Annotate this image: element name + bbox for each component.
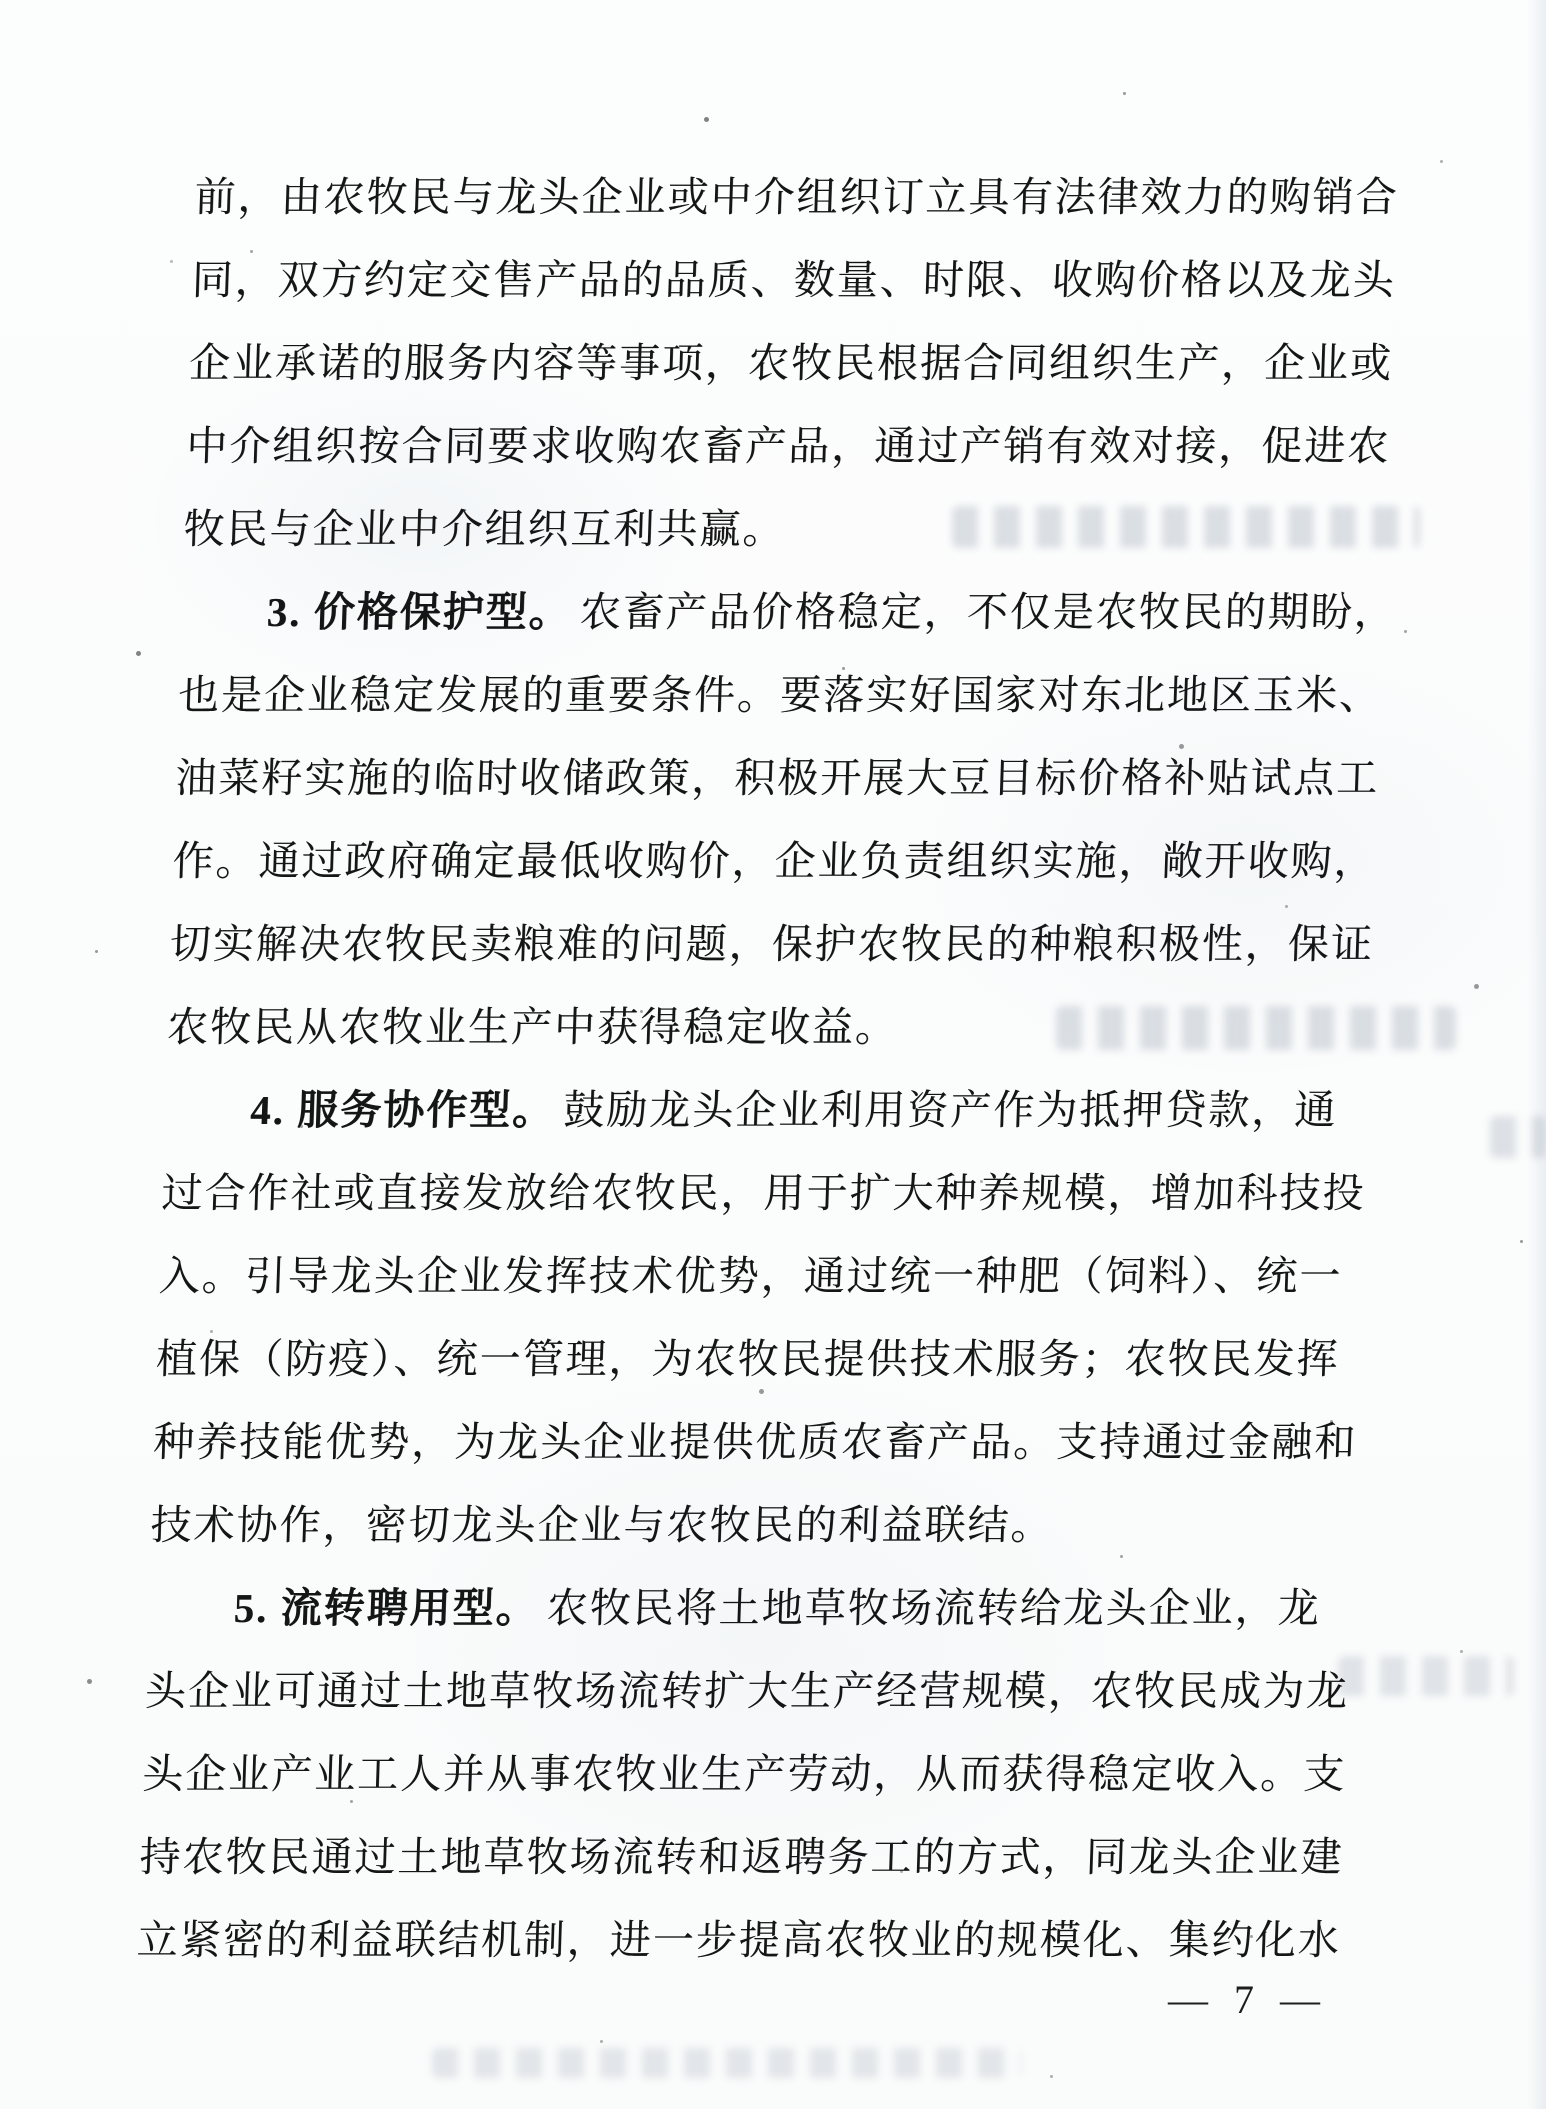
line-text: 油菜籽实施的临时收储政策，积极开展大豆目标价格补贴试点工 xyxy=(174,755,1381,801)
line-text: 作。通过政府确定最低收购价，企业负责组织实施，敞开收购， xyxy=(171,838,1378,884)
line-text: 中介组织按合同要求收购农畜产品，通过产销有效对接，促进农 xyxy=(185,423,1392,469)
paragraph-heading: 4. 服务协作型。 xyxy=(249,1087,557,1133)
text-line xyxy=(138,1816,1357,1899)
line-text: 切实解决农牧民卖粮难的问题，保护农牧民的种粮积极性，保证 xyxy=(169,921,1375,967)
text-line xyxy=(193,156,1412,239)
text-line xyxy=(177,654,1396,737)
line-text: 前，由农牧民与龙头企业或中介组织订立具有法律效力的购销合 xyxy=(193,174,1400,220)
text-line xyxy=(190,239,1409,322)
scanner-noise-dots xyxy=(0,0,3,3)
bleed-through-smudge xyxy=(432,2048,1022,2078)
text-line xyxy=(141,1733,1360,1816)
text-line xyxy=(144,1650,1363,1733)
bleed-through-smudge xyxy=(1338,1656,1514,1696)
line-text: 入。引导龙头企业发挥技术优势，通过统一种肥（饲料）、统一 xyxy=(158,1253,1344,1299)
text-line xyxy=(163,1069,1382,1152)
line-text: 过合作社或直接发放给农牧民，用于扩大种养规模，增加科技投 xyxy=(160,1170,1367,1216)
line-text: 技术协作，密切龙头企业与农牧民的利益联结。 xyxy=(149,1502,1055,1548)
line-text: 企业承诺的服务内容等事项，农牧民根据合同组织生产，企业或 xyxy=(188,340,1394,386)
paragraph-heading: 5. 流转聘用型。 xyxy=(233,1585,540,1631)
text-line xyxy=(185,405,1404,488)
text-line xyxy=(171,820,1390,903)
page-number: — 7 — xyxy=(1168,1977,1328,2022)
line-text: 农畜产品价格稳定，不仅是农牧民的期盼， xyxy=(579,589,1398,635)
bleed-through-smudge xyxy=(1490,1116,1546,1158)
text-line xyxy=(179,571,1398,654)
text-line xyxy=(160,1152,1379,1235)
line-text: 也是企业稳定发展的重要条件。要落实好国家对东北地区玉米、 xyxy=(177,672,1383,718)
line-text: 立紧密的利益联结机制，进一步提高农牧业的规模化、集约化水 xyxy=(136,1917,1342,1963)
text-line xyxy=(168,903,1387,986)
line-text: 持农牧民通过土地草牧场流转和返聘务工的方式，同龙头企业建 xyxy=(138,1834,1345,1880)
text-line xyxy=(155,1318,1374,1401)
line-text: 鼓励龙头企业利用资产作为抵押贷款，通 xyxy=(562,1087,1339,1133)
line-text: 牧民与企业中介组织互利共赢。 xyxy=(182,506,787,552)
line-text: 头企业产业工人并从事农牧业生产劳动，从而获得稳定收入。支 xyxy=(141,1751,1348,1797)
line-text: 农牧民将土地草牧场流转给龙头企业，龙 xyxy=(546,1585,1322,1631)
line-text: 植保（防疫）、统一管理，为农牧民提供技术服务；农牧民发挥 xyxy=(155,1336,1341,1382)
text-line xyxy=(152,1401,1371,1484)
text-line xyxy=(166,986,1385,1069)
line-text: 头企业可通过土地草牧场流转扩大生产经营规模，农牧民成为龙 xyxy=(144,1668,1350,1714)
document-body xyxy=(135,156,1412,1982)
text-line xyxy=(146,1567,1365,1650)
line-text: 种养技能优势，为龙头企业提供优质农畜产品。支持通过金融和 xyxy=(152,1419,1359,1465)
text-line xyxy=(149,1484,1368,1567)
line-text: 同，双方约定交售产品的品质、数量、时限、收购价格以及龙头 xyxy=(191,257,1397,303)
line-text: 农牧民从农牧业生产中获得稳定收益。 xyxy=(166,1004,899,1050)
text-line xyxy=(182,488,1401,571)
text-line xyxy=(174,737,1393,820)
paragraph-heading: 3. 价格保护型。 xyxy=(266,589,573,635)
text-line xyxy=(135,1899,1354,1982)
text-line xyxy=(188,322,1407,405)
text-line xyxy=(157,1235,1376,1318)
